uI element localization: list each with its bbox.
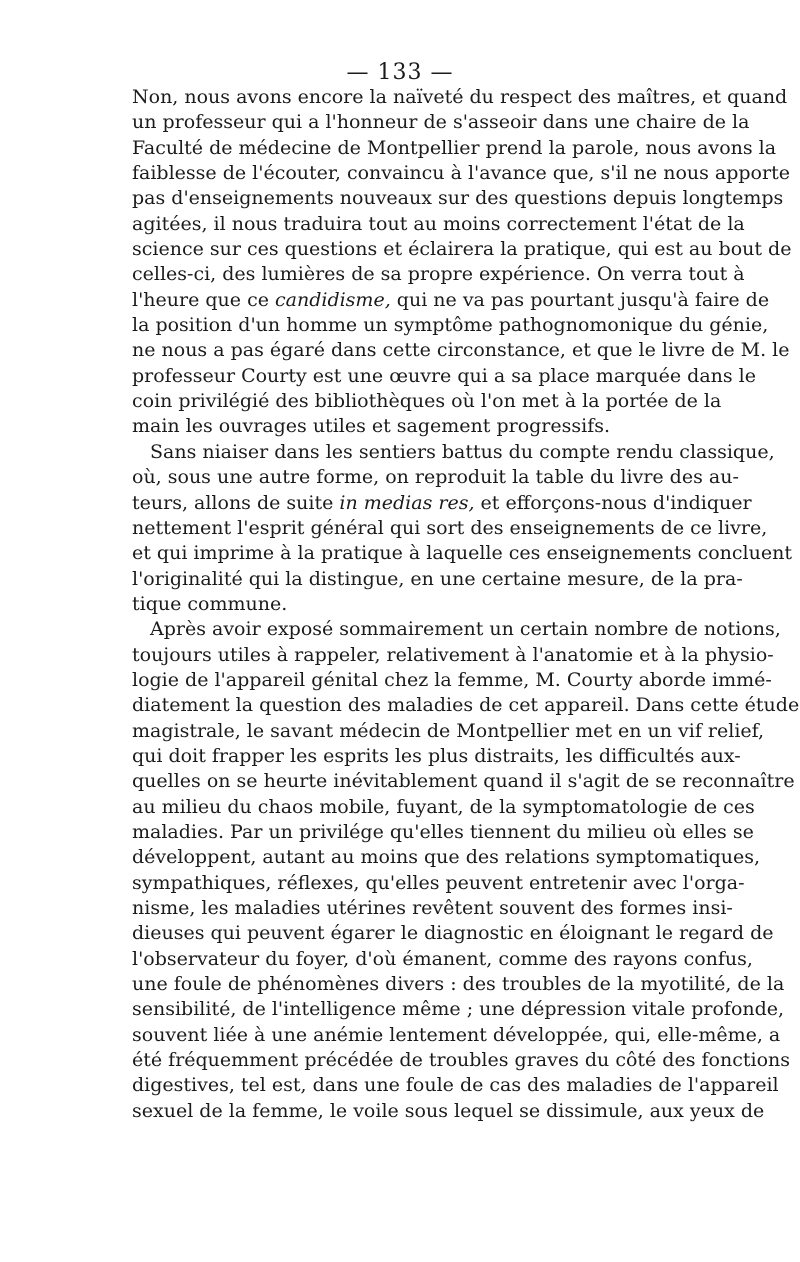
text-line: Après avoir exposé sommairement un certain nombre de notions,: [150, 618, 781, 641]
text-line: souvent liée à une anémie lentement développée, qui, elle-même, a: [132, 1023, 781, 1046]
text-line: celles-ci, des lumières de sa propre expérience. On verra tout à: [132, 263, 745, 286]
text-line: science sur ces questions et éclairera la pratique, qui est au bout de: [132, 238, 792, 261]
text-line: quelles on se heurte inévitablement quand il s'agit de se reconnaître: [132, 770, 795, 793]
text-line: où, sous une autre forme, on reproduit la table du livre des au-: [132, 466, 739, 489]
italic-phrase: candidisme,: [275, 288, 391, 311]
text-line: l'observateur du foyer, d'où émanent, comme des rayons confus,: [132, 947, 753, 970]
paragraph: [132, 440, 792, 617]
text-line: l'originalité qui la distingue, en une certaine mesure, de la pra-: [132, 567, 743, 590]
text-line: au milieu du chaos mobile, fuyant, de la symptomatologie de ces: [132, 795, 755, 818]
text-line: été fréquemment précédée de troubles graves du côté des fonctions: [132, 1049, 790, 1072]
text-line: logie de l'appareil génital chez la femme, M. Courty aborde immé-: [132, 668, 772, 691]
text-line: teurs, allons de suite in medias res, et efforçons-nous d'indiquer: [132, 491, 752, 514]
text-column: [132, 85, 800, 1124]
text-line: pas d'enseignements nouveaux sur des questions depuis longtemps: [132, 187, 784, 210]
text-line: nisme, les maladies utérines revêtent souvent des formes insi-: [132, 897, 733, 919]
text-line: un professeur qui a l'honneur de s'asseoir dans une chaire de la: [132, 111, 750, 134]
text-line: magistrale, le savant médecin de Montpellier met en un vif relief,: [132, 719, 765, 742]
text-line: coin privilégié des bibliothèques où l'on met à la portée de la: [132, 390, 722, 413]
text-line: sympathiques, réflexes, qu'elles peuvent entretenir avec l'orga-: [132, 871, 745, 894]
italic-phrase: in medias res,: [339, 491, 475, 514]
text-line: sensibilité, de l'intelligence même ; une dépression vitale profonde,: [132, 998, 785, 1021]
text-line: et qui imprime à la pratique à laquelle ces enseignements concluent: [132, 542, 792, 565]
text-line: une foule de phénomènes divers : des troubles de la myotilité, de la: [132, 973, 785, 996]
text-line: la position d'un homme un symptôme pathognomonique du génie,: [132, 314, 769, 337]
page-number: — 133 —: [346, 60, 454, 85]
text-line: dieuses qui peuvent égarer le diagnostic en éloignant le regard de: [132, 922, 774, 945]
text-line: digestives, tel est, dans une foule de cas des maladies de l'appareil: [132, 1074, 779, 1097]
text-line: Faculté de médecine de Montpellier prend la parole, nous avons la: [132, 136, 777, 159]
text-line: Sans niaiser dans les sentiers battus du compte rendu classique,: [150, 440, 775, 463]
text-line: agitées, il nous traduira tout au moins correctement l'état de la: [132, 212, 745, 235]
text-line: main les ouvrages utiles et sagement progressifs.: [132, 415, 611, 438]
text-line: ne nous a pas égaré dans cette circonstance, et que le livre de M. le: [132, 339, 790, 362]
text-line: sexuel de la femme, le voile sous lequel se dissimule, aux yeux de: [132, 1099, 765, 1122]
text-line: toujours utiles à rappeler, relativement à l'anatomie et à la physio-: [132, 643, 774, 666]
text-line: développent, autant au moins que des relations symptomatiques,: [132, 846, 761, 869]
text-line: maladies. Par un privilége qu'elles tiennent du milieu où elles se: [132, 820, 754, 843]
text-line: professeur Courty est une œuvre qui a sa place marquée dans le: [132, 364, 757, 387]
paragraph: [132, 617, 800, 1124]
text-line: l'heure que ce candidisme, qui ne va pas pourtant jusqu'à faire de: [132, 288, 770, 311]
text-line: faiblesse de l'écouter, convaincu à l'avance que, s'il ne nous apporte: [132, 162, 790, 185]
text-line: nettement l'esprit général qui sort des enseignements de ce livre,: [132, 516, 768, 539]
text-line: Non, nous avons encore la naïveté du respect des maîtres, et quand: [132, 86, 788, 108]
text-line: diatement la question des maladies de cet appareil. Dans cette étude: [132, 694, 800, 717]
text-line: tique commune.: [132, 592, 288, 615]
paragraph: [132, 85, 792, 440]
text-line: qui doit frapper les esprits les plus distraits, les difficultés aux-: [132, 744, 741, 767]
